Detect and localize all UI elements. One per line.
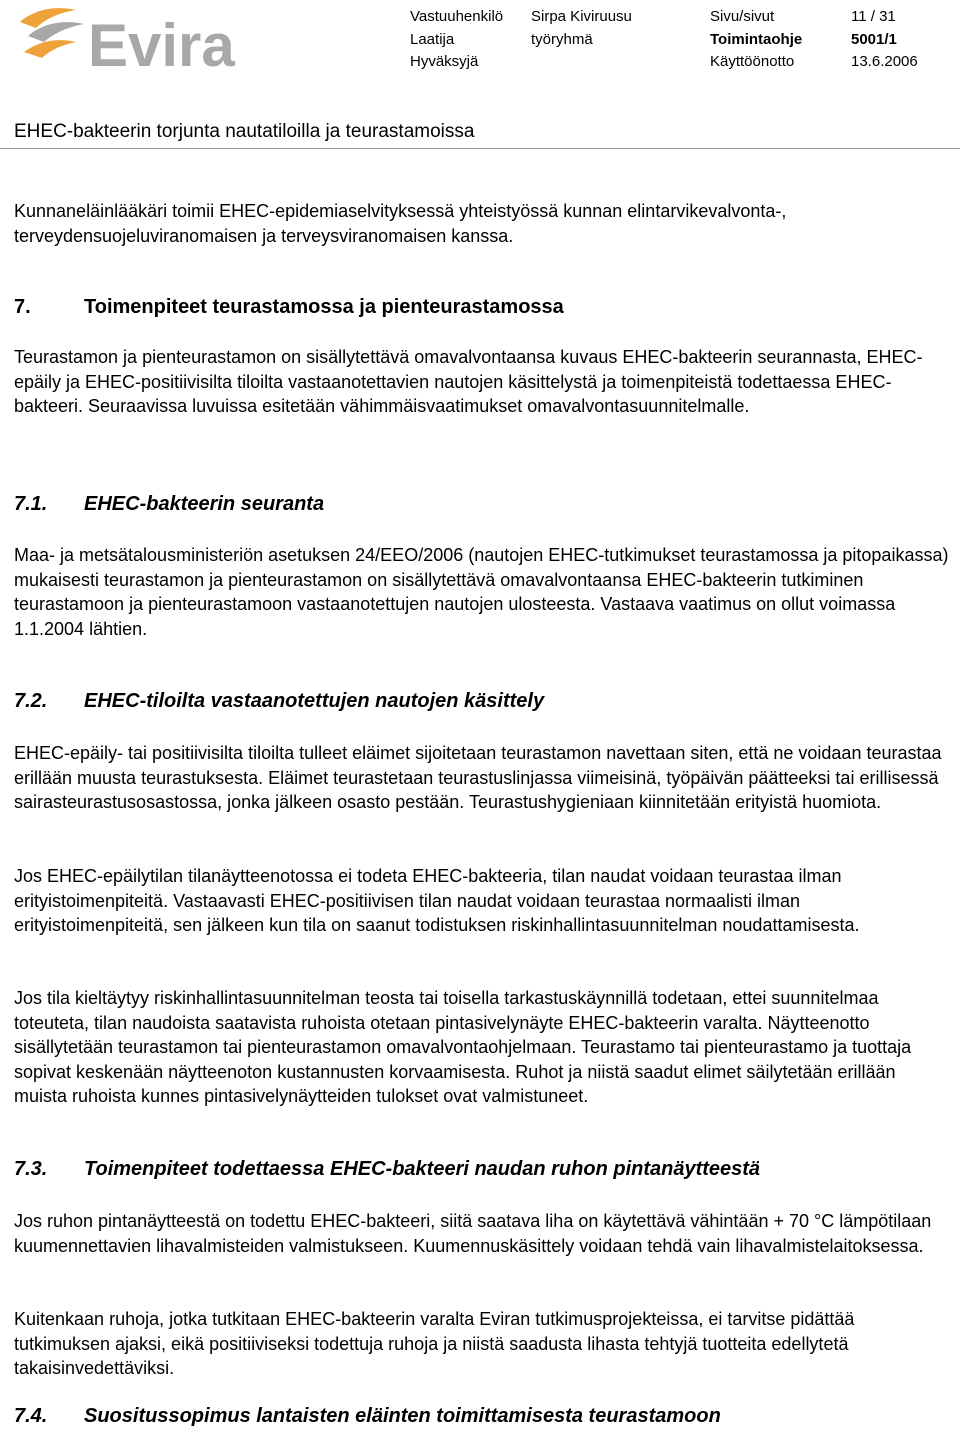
section-number: 7.2. [14,690,48,712]
section-7-1-paragraph: Maa- ja metsätalousministeriön asetuksen 24/EEO/2006 (nautojen EHEC-tutkimukset teurastamossa ja pitopaikassa) mukaisesti teurastamon ja pienteurastamon on sisällytettävä omavalvontaansa EHEC-bakteerin tutkiminen teurastamoon ja pienteurastamoon vastaanotettujen nautojen ulosteesta. Vastaava vaatimus on ollut voimassa 1.1.2004 lähtien. [14,545,949,639]
meta-author-label: Laatija [410,31,455,48]
section-title: Toimenpiteet todettaessa EHEC-bakteeri naudan ruhon pintanäytteestä [84,1158,761,1180]
section-7-heading [14,296,564,319]
evira-emblem-icon [20,8,84,58]
section-number: 7.1. [14,493,48,515]
section-7-2-paragraph-1: EHEC-epäily- tai positiivisilta tiloilta tulleet eläimet sijoitetaan teurastamon navettaan siten, että ne voidaan teurastaa erillään muusta teurastuksesta. Eläimet teurastetaan teurastuslinjassa viimeisinä, työpäivän päätteeksi tai erillisessä sairasteurastusosastossa, jonka jälkeen osasto pestään. Teurastushygieniaan kiinnitetään erityistä huomiota. [14,743,942,812]
section-7-1-heading [14,493,324,516]
meta-pages-label: Sivu/sivut [710,8,775,25]
section-7-4-heading [14,1405,721,1428]
meta-approver-label: Hyväksyjä [410,53,479,70]
meta-adoption-date: 13.6.2006 [851,53,918,70]
section-7-2-heading [14,690,544,713]
section-7-3-paragraph-1: Jos ruhon pintanäytteestä on todettu EHEC-bakteeri, siitä saatava liha on käytettävä vähintään + 70 °C lämpötilaan kuumennettavien lihavalmisteiden valmistukseen. Kuumennuskäsittely voidaan tehdä vain lihavalmistelaitoksessa. [14,1211,932,1256]
section-title: EHEC-bakteerin seuranta [84,493,325,515]
section-title: EHEC-tiloilta vastaanotettujen nautojen käsittely [84,690,545,712]
meta-adoption-label: Käyttöönotto [710,53,795,70]
section-7-2-paragraph-2: Jos EHEC-epäilytilan tilanäytteenotossa ei todeta EHEC-bakteeria, tilan naudat voidaan teurastaa ilman erityistoimenpiteitä. Vastaavasti EHEC-positiivisen tilan naudat voidaan teurastaa normaalisti ilman erityistoimenpiteitä, sen jälkeen kun tila on saanut todistuksen riskinhallintasuunnitelman noudattamisesta. [14,866,860,935]
evira-logo [14,2,264,76]
meta-pages-value: 11 / 31 [851,8,896,25]
logo-wordmark: Evira [88,12,235,76]
meta-doc-number: 5001/1 [851,31,897,48]
section-7-paragraph: Teurastamon ja pienteurastamon on sisällytettävä omavalvontaansa kuvaus EHEC-bakteerin seurannasta, EHEC-epäily ja EHEC-positiivisilta tiloilta vastaanotettavien nautojen käsittelystä ja toimenpiteistä todettaessa EHEC-bakteeri. Seuraavissa luvuissa esitetään vähimmäisvaatimukset omavalvontasuunnitelmalle. [14,347,923,416]
section-number: 7.4. [14,1405,48,1427]
meta-doctype-label: Toimintaohje [710,31,803,48]
meta-responsible-label: Vastuuhenkilö [410,8,504,25]
meta-responsible-value: Sirpa Kiviruusu [531,8,632,25]
section-title: Suositussopimus lantaisten eläinten toimittamisesta teurastamoon [84,1405,721,1427]
document-title: EHEC-bakteerin torjunta nautatiloilla ja teurastamoissa [14,121,475,142]
section-number: 7. [14,296,31,318]
section-number: 7.3. [14,1158,48,1180]
section-7-2-paragraph-3: Jos tila kieltäytyy riskinhallintasuunnitelman teosta tai toisella tarkastuskäynnillä todetaan, ettei suunnitelmaa toteuteta, tilan naudoista saatavista ruhoista otetaan pintasivelynäyte EHEC-bakteerin varalta. Näytteenotto sisällytetään teurastamon tai pienteurastamon omavalvontaohjelmaan. Teurastamo tai pienteurastamo ja tuottaja sopivat keskenään näytteenoton kustannusten korvaamisesta. Ruhot ja niistä saadut elimet säilytetään erillään muista ruhoista kunnes pintasivelynäytteiden tulokset ovat valmistuneet. [14,988,912,1106]
section-title: Toimenpiteet teurastamossa ja pienteurastamossa [84,296,564,318]
title-divider [0,148,960,149]
section-7-3-heading [14,1158,760,1181]
meta-author-value: työryhmä [531,31,593,48]
intro-paragraph: Kunnaneläinlääkäri toimii EHEC-epidemiaselvityksessä yhteistyössä kunnan elintarvikevalvonta-, terveydensuojeluviranomaisen ja terveysviranomaisen kanssa. [14,201,787,246]
section-7-3-paragraph-2: Kuitenkaan ruhoja, jotka tutkitaan EHEC-bakteerin varalta Eviran tutkimusprojekteissa, ei tarvitse pidättää tutkimuksen ajaksi, eikä positiiviseksi todettuja ruhoja ja niistä saadusta lihasta tehtyjä tuotteita edellytetä takaisinvedettäviksi. [14,1309,855,1378]
